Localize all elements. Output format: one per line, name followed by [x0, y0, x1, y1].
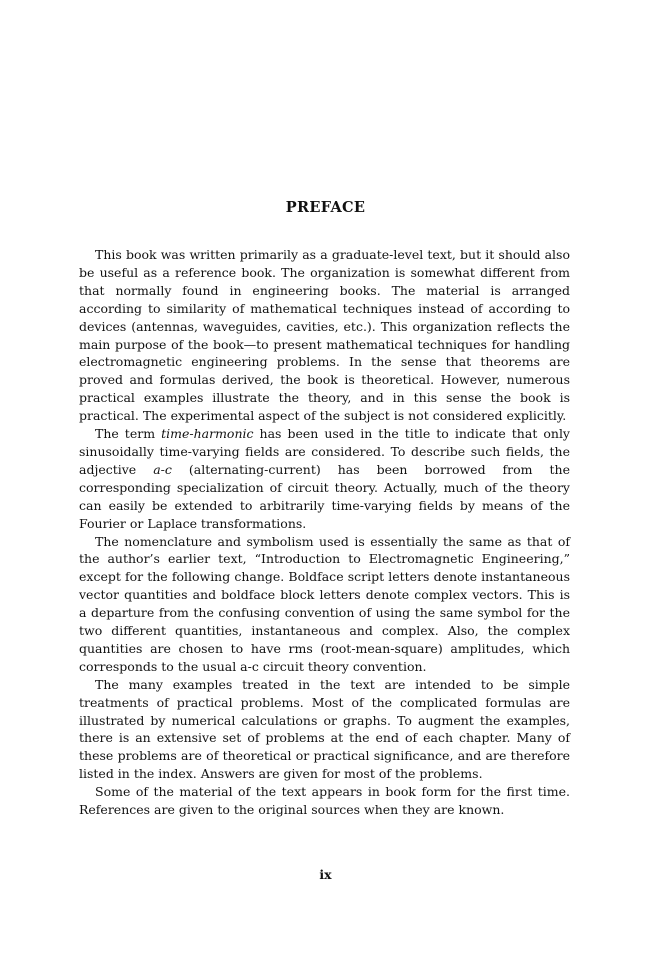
paragraph-4	[79, 676, 570, 783]
paragraph-1-text: This book was written primarily as a graduate-level text, but it should also be useful as a reference book. The organization is somewhat different from that normally found in engineering books. The material is arranged according to similarity of mathematical techniques instead of according to devices (antennas, waveguides, cavities, etc.). This organization reflects the main purpose of the book—to present mathematical techniques for handling electromagnetic engineering problems. In the sense that theorems are proved and formulas derived, the book is theoretical. However, numerous practical examples illustrate the theory, and in this sense the book is practical. The experimental aspect of the subject is not considered explicitly.	[79, 247, 570, 424]
page-number: ix	[319, 867, 332, 882]
paragraph-2-text-b: has been used in the title to indicate that only sinusoidally time-varying fields are considered. To describe such fields, the adjective	[79, 426, 570, 477]
paragraph-5-text: Some of the material of the text appears in book form for the first time. References are given to the original sources when they are known.	[79, 784, 570, 818]
page-title: PREFACE	[285, 199, 366, 216]
preface-body	[79, 246, 570, 819]
paragraph-2-text-c: (alternating-current) has been borrowed from the corresponding specialization of circuit theory. Actually, much of the theory can easily be extended to arbitrarily time-varying fields by means of the Fourier or Laplace transformations.	[79, 461, 570, 531]
paragraph-2	[79, 425, 570, 532]
paragraph-4-text: The many examples treated in the text are intended to be simple treatments of practical problems. Most of the complicated formulas are illustrated by numerical calculations or graphs. To augment the examples, there is an extensive set of problems at the end of each chapter. Many of these problems are of theoretical or practical significance, and are therefore listed in the index. Answers are given for most of the problems.	[79, 676, 570, 782]
paragraph-2-text-a: The term	[95, 426, 162, 442]
paragraph-3-text: The nomenclature and symbolism used is essentially the same as that of the author’s earlier text, “Introduction to Electromagnetic Engineering,” except for the following change. Boldface script letters denote instantaneous vector quantities and boldface block letters denote complex vectors. This is a departure from the confusing convention of using the same symbol for the two different quantities, instantaneous and complex. Also, the complex quantities are chosen to have rms (root-mean-square) amplitudes, which corresponds to the usual a-c circuit theory convention.	[79, 533, 570, 674]
paragraph-3	[79, 533, 570, 676]
term-a-c: a-c	[153, 461, 172, 477]
paragraph-5	[79, 783, 570, 819]
paragraph-1	[79, 246, 570, 425]
term-time-harmonic: time-harmonic	[161, 426, 254, 442]
